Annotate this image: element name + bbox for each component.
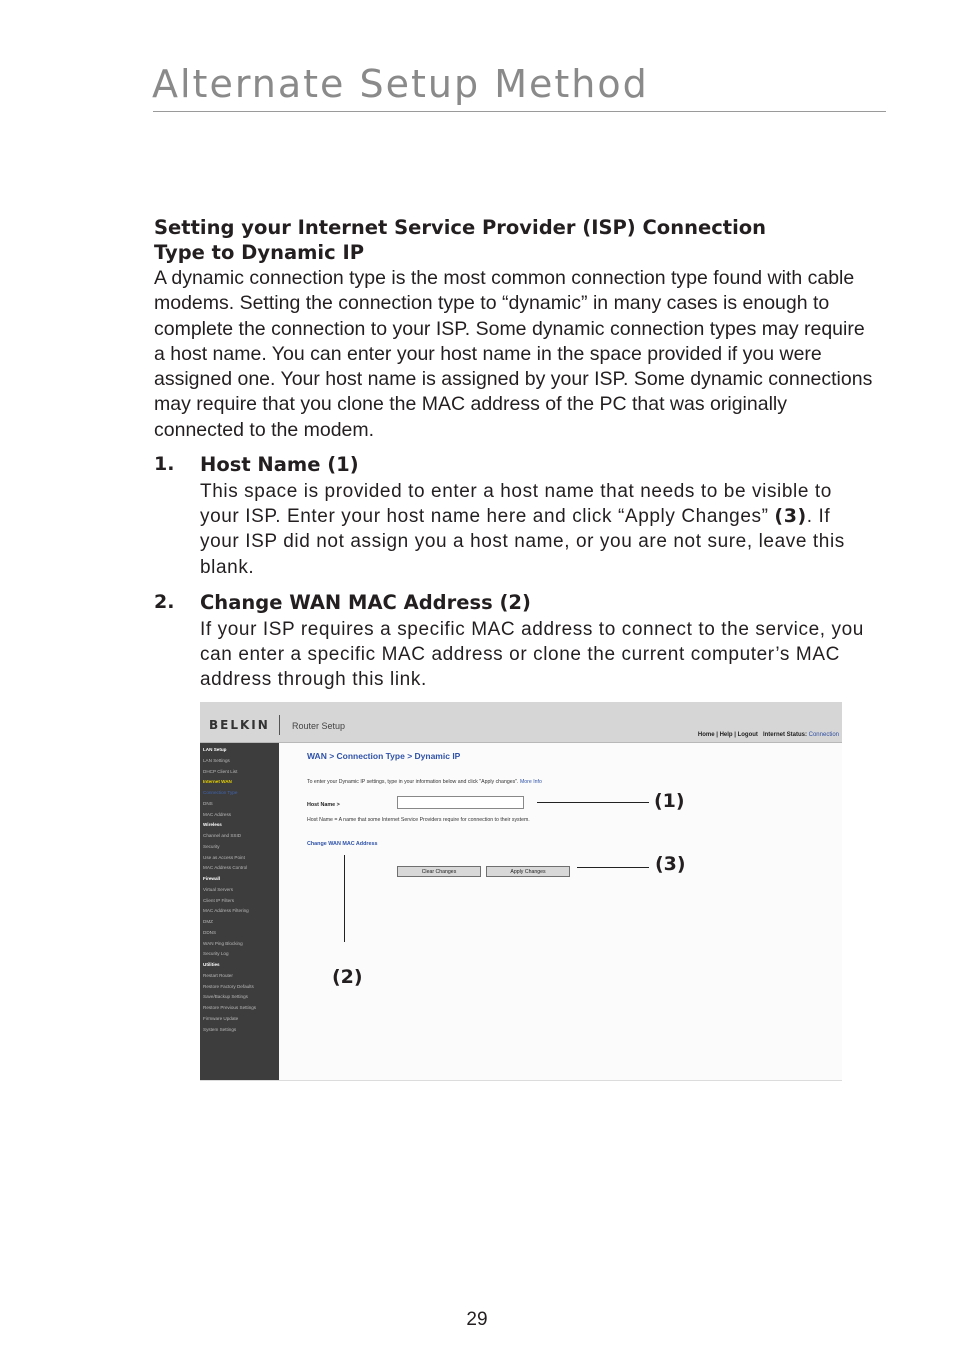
sidebar-item[interactable]: LAN Setup: [203, 747, 227, 752]
sidebar-item[interactable]: Client IP Filters: [203, 897, 235, 903]
sidebar-item[interactable]: DHCP Client List: [203, 768, 238, 774]
sidebar-item[interactable]: Virtual Servers: [203, 886, 234, 892]
sidebar-item[interactable]: Utilities: [203, 962, 220, 967]
item-number: 1.: [154, 453, 175, 475]
apply-changes-button[interactable]: Apply Changes: [486, 866, 570, 877]
callout-line-2: [344, 855, 345, 942]
callout-3: (3): [655, 853, 686, 875]
sidebar-item[interactable]: Channel and SSID: [203, 833, 242, 838]
more-info-link[interactable]: More Info: [519, 779, 542, 785]
page-number: 29: [466, 1309, 488, 1330]
instruction-text: [307, 779, 542, 785]
item-body-text-end: . If your ISP did not assign you a host name, or you are not sure, leave this blank.: [200, 506, 845, 578]
top-links-text[interactable]: Home | Help | Logout: [697, 732, 758, 738]
section-heading-line2: Type to Dynamic IP: [154, 241, 365, 264]
sidebar-item[interactable]: DMZ: [203, 919, 213, 924]
item-title: Host Name (1): [200, 453, 359, 476]
sidebar-item[interactable]: MAC Address Control: [203, 865, 248, 871]
sidebar-item[interactable]: Security: [203, 843, 220, 849]
host-name-note: Host Name = A name that some Internet Service Providers require for connection to their system.: [307, 817, 530, 823]
item-body: [200, 479, 870, 580]
host-name-input[interactable]: [397, 796, 524, 809]
sidebar-item[interactable]: Restore Factory Defaults: [203, 983, 254, 989]
sidebar-item[interactable]: DNS: [203, 800, 213, 806]
item-number: 2.: [154, 591, 175, 613]
logo-divider: [279, 715, 280, 735]
sidebar-item[interactable]: Firmware Update: [203, 1015, 239, 1021]
router-sidebar: [200, 743, 279, 1080]
change-wan-mac-link[interactable]: Change WAN MAC Address: [307, 841, 378, 847]
router-topbar: [200, 702, 842, 743]
sidebar-item[interactable]: Wireless: [203, 822, 222, 828]
router-main: [279, 743, 842, 1080]
callout-line-1: [537, 802, 649, 803]
instruction-body: To enter your Dynamic IP settings, type in your information below and click "Apply changes".: [307, 779, 519, 785]
section-heading-line1: Setting your Internet Service Provider (ISP) Connection: [154, 216, 767, 239]
callout-2: (2): [332, 966, 363, 988]
breadcrumb: WAN > Connection Type > Dynamic IP: [307, 751, 461, 761]
status-label: Internet Status:: [762, 732, 807, 738]
item-body-text: This space is provided to enter a host name that needs to be visible to your ISP. Enter your host name here and click “Apply Changes”: [200, 481, 832, 528]
sidebar-item[interactable]: System Settings: [203, 1026, 237, 1032]
sidebar-item[interactable]: Security Log: [203, 951, 229, 957]
status-value: Connection: [808, 732, 839, 738]
sidebar-item[interactable]: Firewall: [203, 876, 221, 881]
intro-paragraph: A dynamic connection type is the most common connection type found with cable modems. Setting the connection type to “dynamic” in many cases is enough to complete the connection to your ISP. Some dynamic connection types may require a host name. You can enter your host name in the space provided if you were assigned one. Your host name is assigned by your ISP. Some dynamic connections may require that you clone the MAC address of the PC that was originally connected to the modem.: [154, 267, 873, 441]
callout-line-3: [577, 867, 649, 868]
sidebar-item[interactable]: Internet WAN: [203, 779, 232, 785]
page-header-title: Alternate Setup Method: [152, 62, 649, 106]
section-heading: [154, 215, 874, 265]
sidebar-item[interactable]: Connection Type: [203, 790, 238, 795]
router-subtitle: Router Setup: [292, 721, 346, 731]
clear-changes-button[interactable]: Clear Changes: [397, 866, 481, 877]
top-links[interactable]: [698, 732, 839, 738]
callout-1: (1): [654, 790, 685, 812]
item-body: If your ISP requires a specific MAC address to connect to the service, you can enter a specific MAC address or clone the current computer’s MAC address through this link.: [200, 619, 864, 691]
sidebar-item[interactable]: DDNS: [203, 929, 217, 935]
sidebar-item[interactable]: WAN Ping Blocking: [203, 940, 243, 946]
item-title: Change WAN MAC Address (2): [200, 591, 531, 614]
sidebar-item[interactable]: Restore Previous Settings: [203, 1005, 257, 1010]
sidebar-item[interactable]: MAC Address: [203, 811, 232, 817]
sidebar-item[interactable]: MAC Address Filtering: [203, 908, 249, 914]
header-rule: [153, 111, 886, 112]
sidebar-item[interactable]: Use as Access Point: [203, 854, 245, 860]
item-body-ref: (3): [774, 505, 807, 528]
host-name-label: Host Name >: [307, 802, 340, 808]
sidebar-item[interactable]: LAN Settings: [203, 757, 230, 763]
sidebar-item[interactable]: Save/Backup Settings: [203, 994, 248, 1000]
router-screenshot: [200, 702, 842, 1081]
sidebar-item[interactable]: Restart Router: [203, 972, 233, 978]
belkin-logo: BELKIN: [209, 718, 270, 732]
